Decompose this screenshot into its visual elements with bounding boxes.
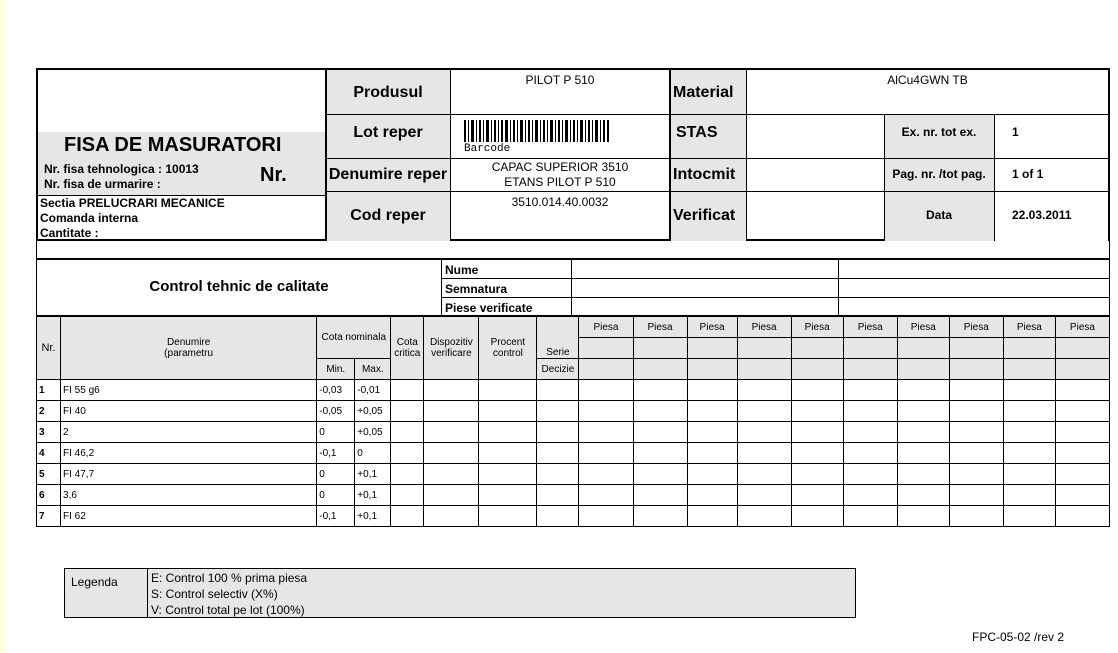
col-max-header: Max. xyxy=(355,359,391,380)
decizie-cell xyxy=(843,359,897,380)
piesa-header-7: Piesa xyxy=(897,317,949,338)
empty-cell[interactable] xyxy=(687,380,737,401)
col-nr-header: Nr. xyxy=(37,317,61,380)
cell-max: +0,1 xyxy=(355,485,391,506)
nr-label: Nr. xyxy=(260,164,287,186)
cell-denumire: 3,6 xyxy=(61,485,317,506)
cell-nr: 6 xyxy=(37,485,61,506)
empty-cell[interactable] xyxy=(424,401,479,422)
barcode-icon xyxy=(464,120,610,142)
piesa-header-3: Piesa xyxy=(687,317,737,338)
header-block xyxy=(36,68,1110,241)
cell-nr: 3 xyxy=(37,422,61,443)
empty-cell[interactable] xyxy=(897,422,949,443)
piesa-subcell xyxy=(1003,338,1055,359)
empty-cell[interactable] xyxy=(424,443,479,464)
empty-cell[interactable] xyxy=(1003,401,1055,422)
decizie-cell xyxy=(1055,359,1109,380)
table-row xyxy=(37,443,1110,464)
empty-cell[interactable] xyxy=(633,422,687,443)
empty-cell[interactable] xyxy=(391,401,424,422)
empty-cell[interactable] xyxy=(391,485,424,506)
empty-cell[interactable] xyxy=(897,506,949,527)
empty-cell[interactable] xyxy=(579,422,633,443)
table-row xyxy=(37,380,1110,401)
cod-reper-label: Cod reper xyxy=(350,207,426,224)
empty-cell[interactable] xyxy=(949,380,1003,401)
empty-cell[interactable] xyxy=(424,506,479,527)
piese-verificate-label: Piese verificate xyxy=(445,301,533,315)
piesa-header-9: Piesa xyxy=(1003,317,1055,338)
decizie-cell xyxy=(737,359,791,380)
empty-cell[interactable] xyxy=(1055,485,1109,506)
empty-cell[interactable] xyxy=(791,422,843,443)
cell-nr: 1 xyxy=(37,380,61,401)
nume-label: Nume xyxy=(445,263,479,277)
denumire-reper-label: Denumire reper xyxy=(328,166,448,183)
cell-max: +0,05 xyxy=(355,401,391,422)
empty-cell[interactable] xyxy=(791,443,843,464)
cell-nr: 4 xyxy=(37,443,61,464)
cell-max: +0,1 xyxy=(355,506,391,527)
empty-cell[interactable] xyxy=(687,401,737,422)
cell-nr: 7 xyxy=(37,506,61,527)
cell-max: +0,1 xyxy=(355,464,391,485)
table-row xyxy=(37,506,1110,527)
empty-cell[interactable] xyxy=(479,422,537,443)
table-row xyxy=(37,401,1110,422)
fisa-urmarire: Nr. fisa de urmarire : xyxy=(44,177,161,191)
empty-cell[interactable] xyxy=(537,485,579,506)
decizie-cell xyxy=(687,359,737,380)
empty-cell[interactable] xyxy=(949,464,1003,485)
cell-denumire: FI 62 xyxy=(61,506,317,527)
empty-cell[interactable] xyxy=(737,443,791,464)
empty-cell[interactable] xyxy=(633,380,687,401)
piesa-subcell xyxy=(843,338,897,359)
piesa-subcell xyxy=(737,338,791,359)
cell-denumire: FI 40 xyxy=(61,401,317,422)
control-title: Control tehnic de calitate xyxy=(149,278,329,295)
piesa-header-10: Piesa xyxy=(1055,317,1109,338)
footer-code: FPC-05-02 /rev 2 xyxy=(972,630,1065,644)
empty-cell[interactable] xyxy=(687,422,737,443)
empty-cell[interactable] xyxy=(579,506,633,527)
empty-cell[interactable] xyxy=(633,464,687,485)
empty-cell[interactable] xyxy=(843,401,897,422)
empty-cell[interactable] xyxy=(687,506,737,527)
cell-denumire: 2 xyxy=(61,422,317,443)
empty-cell[interactable] xyxy=(791,485,843,506)
empty-cell[interactable] xyxy=(897,485,949,506)
denumire-value-1: CAPAC SUPERIOR 3510 xyxy=(491,160,629,174)
empty-cell[interactable] xyxy=(391,422,424,443)
empty-cell[interactable] xyxy=(633,401,687,422)
material-value: AlCu4GWN TB xyxy=(887,73,968,87)
piesa-subcell xyxy=(687,338,737,359)
cell-denumire: FI 46,2 xyxy=(61,443,317,464)
piesa-subcell xyxy=(633,338,687,359)
empty-cell[interactable] xyxy=(843,485,897,506)
empty-cell[interactable] xyxy=(479,401,537,422)
empty-cell[interactable] xyxy=(1055,506,1109,527)
table-row xyxy=(37,464,1110,485)
cell-max: -0,01 xyxy=(355,380,391,401)
empty-cell[interactable] xyxy=(479,506,537,527)
empty-cell[interactable] xyxy=(949,422,1003,443)
empty-cell[interactable] xyxy=(737,380,791,401)
empty-cell[interactable] xyxy=(737,485,791,506)
cell-min: -0,03 xyxy=(317,380,355,401)
empty-cell[interactable] xyxy=(391,464,424,485)
empty-cell[interactable] xyxy=(479,485,537,506)
empty-cell[interactable] xyxy=(424,422,479,443)
empty-cell[interactable] xyxy=(424,485,479,506)
piesa-subcell xyxy=(579,338,633,359)
empty-cell[interactable] xyxy=(843,380,897,401)
empty-cell[interactable] xyxy=(424,380,479,401)
empty-cell[interactable] xyxy=(949,443,1003,464)
verificat-label: Verificat xyxy=(673,207,736,224)
decizie-cell xyxy=(633,359,687,380)
col-procent-line2: control xyxy=(492,348,523,359)
empty-cell[interactable] xyxy=(633,506,687,527)
empty-cell[interactable] xyxy=(579,443,633,464)
pag-nr-value: 1 of 1 xyxy=(1012,167,1044,181)
cell-max: 0 xyxy=(355,443,391,464)
empty-cell[interactable] xyxy=(1003,506,1055,527)
empty-cell[interactable] xyxy=(1055,443,1109,464)
piesa-header-5: Piesa xyxy=(791,317,843,338)
empty-cell[interactable] xyxy=(737,422,791,443)
piesa-header-8: Piesa xyxy=(949,317,1003,338)
col-cota-nominala-header: Cota nominala xyxy=(317,317,391,359)
spacer-row xyxy=(36,241,1110,259)
empty-cell[interactable] xyxy=(1055,422,1109,443)
col-decizie-header: Decizie xyxy=(537,359,579,380)
empty-cell[interactable] xyxy=(791,506,843,527)
measurements-table xyxy=(36,316,1110,527)
empty-cell[interactable] xyxy=(579,485,633,506)
empty-cell[interactable] xyxy=(897,380,949,401)
empty-cell[interactable] xyxy=(791,464,843,485)
cell-denumire: FI 55 g6 xyxy=(61,380,317,401)
col-dispozitiv-line2: verificare xyxy=(431,348,472,359)
empty-cell[interactable] xyxy=(737,506,791,527)
col-dispozitiv-line1: Dispozitiv xyxy=(429,337,473,348)
cell-nr: 2 xyxy=(37,401,61,422)
cell-nr: 5 xyxy=(37,464,61,485)
legend-v: V: Control total pe lot (100%) xyxy=(151,603,305,617)
empty-cell[interactable] xyxy=(737,401,791,422)
stas-label: STAS xyxy=(676,124,718,141)
col-denumire-header xyxy=(61,317,317,380)
cell-min: -0,1 xyxy=(317,443,355,464)
empty-cell[interactable] xyxy=(579,401,633,422)
cell-max: +0,05 xyxy=(355,422,391,443)
col-dispozitiv-header xyxy=(424,317,479,380)
empty-cell[interactable] xyxy=(537,401,579,422)
cell-min: -0,05 xyxy=(317,401,355,422)
comanda-interna: Comanda interna xyxy=(40,211,139,225)
empty-cell[interactable] xyxy=(1055,464,1109,485)
empty-cell[interactable] xyxy=(1003,443,1055,464)
empty-cell[interactable] xyxy=(479,464,537,485)
empty-cell[interactable] xyxy=(1003,422,1055,443)
empty-cell[interactable] xyxy=(843,506,897,527)
empty-cell[interactable] xyxy=(737,464,791,485)
ex-nr-value: 1 xyxy=(1012,125,1019,139)
empty-cell[interactable] xyxy=(843,422,897,443)
empty-cell[interactable] xyxy=(479,380,537,401)
piesa-subcell xyxy=(949,338,1003,359)
data-value: 22.03.2011 xyxy=(1012,208,1072,222)
col-serie-header: Serie xyxy=(537,317,579,359)
data-label: Data xyxy=(925,208,952,222)
col-cota-critica-line1: Cota xyxy=(396,337,418,348)
piesa-subcell xyxy=(1055,338,1109,359)
empty-cell[interactable] xyxy=(479,443,537,464)
empty-cell[interactable] xyxy=(537,506,579,527)
cell-denumire: FI 47,7 xyxy=(61,464,317,485)
col-procent-header xyxy=(479,317,537,380)
empty-cell[interactable] xyxy=(424,464,479,485)
empty-cell[interactable] xyxy=(1003,464,1055,485)
intocmit-label: Intocmit xyxy=(673,166,736,183)
empty-cell[interactable] xyxy=(391,380,424,401)
legend-s: S: Control selectiv (X%) xyxy=(151,587,278,601)
legend-e: E: Control 100 % prima piesa xyxy=(151,571,308,585)
form-page xyxy=(6,0,1118,653)
decizie-cell xyxy=(791,359,843,380)
empty-cell[interactable] xyxy=(537,422,579,443)
col-procent-line1: Procent xyxy=(490,337,526,348)
control-section xyxy=(36,258,1110,316)
empty-cell[interactable] xyxy=(537,380,579,401)
empty-cell[interactable] xyxy=(949,506,1003,527)
col-denumire-line2: (parametru xyxy=(164,348,214,359)
decizie-cell xyxy=(579,359,633,380)
form-title: FISA DE MASURATORI xyxy=(64,134,282,156)
empty-cell[interactable] xyxy=(687,485,737,506)
empty-cell[interactable] xyxy=(391,443,424,464)
empty-cell[interactable] xyxy=(1055,401,1109,422)
piesa-header-1: Piesa xyxy=(579,317,633,338)
piesa-header-4: Piesa xyxy=(737,317,791,338)
decizie-cell xyxy=(949,359,1003,380)
empty-cell[interactable] xyxy=(537,443,579,464)
piesa-subcell xyxy=(897,338,949,359)
material-label: Material xyxy=(673,84,734,101)
empty-cell[interactable] xyxy=(633,485,687,506)
denumire-value-2: ETANS PILOT P 510 xyxy=(504,175,616,189)
cell-min: 0 xyxy=(317,422,355,443)
produsul-label: Produsul xyxy=(353,84,423,101)
piesa-header-6: Piesa xyxy=(843,317,897,338)
empty-cell[interactable] xyxy=(537,464,579,485)
col-denumire-line1: Denumire xyxy=(166,337,211,348)
decizie-cell xyxy=(897,359,949,380)
cell-min: -0,1 xyxy=(317,506,355,527)
table-row xyxy=(37,485,1110,506)
sectia: Sectia PRELUCRARI MECANICE xyxy=(40,196,225,210)
produsul-value: PILOT P 510 xyxy=(525,73,595,87)
empty-cell[interactable] xyxy=(897,443,949,464)
cantitate: Cantitate : xyxy=(40,226,99,240)
empty-cell[interactable] xyxy=(1003,485,1055,506)
empty-cell[interactable] xyxy=(949,401,1003,422)
semnatura-label: Semnatura xyxy=(445,282,508,296)
col-min-header: Min. xyxy=(317,359,355,380)
empty-cell[interactable] xyxy=(949,485,1003,506)
cod-reper-value: 3510.014.40.0032 xyxy=(511,195,609,209)
cell-min: 0 xyxy=(317,485,355,506)
empty-cell[interactable] xyxy=(843,443,897,464)
col-cota-critica-line2: critica xyxy=(394,348,421,359)
empty-cell[interactable] xyxy=(633,443,687,464)
empty-cell[interactable] xyxy=(687,443,737,464)
decizie-cell xyxy=(1003,359,1055,380)
empty-cell[interactable] xyxy=(579,464,633,485)
empty-cell[interactable] xyxy=(897,401,949,422)
col-cota-critica-header xyxy=(391,317,424,380)
empty-cell[interactable] xyxy=(391,506,424,527)
empty-cell[interactable] xyxy=(1055,380,1109,401)
empty-cell[interactable] xyxy=(1003,380,1055,401)
fisa-tehnologica: Nr. fisa tehnologica : 10013 xyxy=(44,162,199,176)
piesa-subcell xyxy=(791,338,843,359)
table-row xyxy=(37,422,1110,443)
empty-cell[interactable] xyxy=(897,464,949,485)
barcode-text: Barcode xyxy=(464,143,511,155)
cell-min: 0 xyxy=(317,464,355,485)
empty-cell[interactable] xyxy=(791,401,843,422)
empty-cell[interactable] xyxy=(579,380,633,401)
empty-cell[interactable] xyxy=(687,464,737,485)
empty-cell[interactable] xyxy=(791,380,843,401)
legend-box xyxy=(64,568,856,618)
legend-label: Legenda xyxy=(71,575,118,589)
pag-nr-label: Pag. nr. /tot pag. xyxy=(892,167,986,181)
piesa-header-2: Piesa xyxy=(633,317,687,338)
lot-reper-label: Lot reper xyxy=(353,124,423,141)
empty-cell[interactable] xyxy=(843,464,897,485)
ex-nr-label: Ex. nr. tot ex. xyxy=(901,125,977,139)
